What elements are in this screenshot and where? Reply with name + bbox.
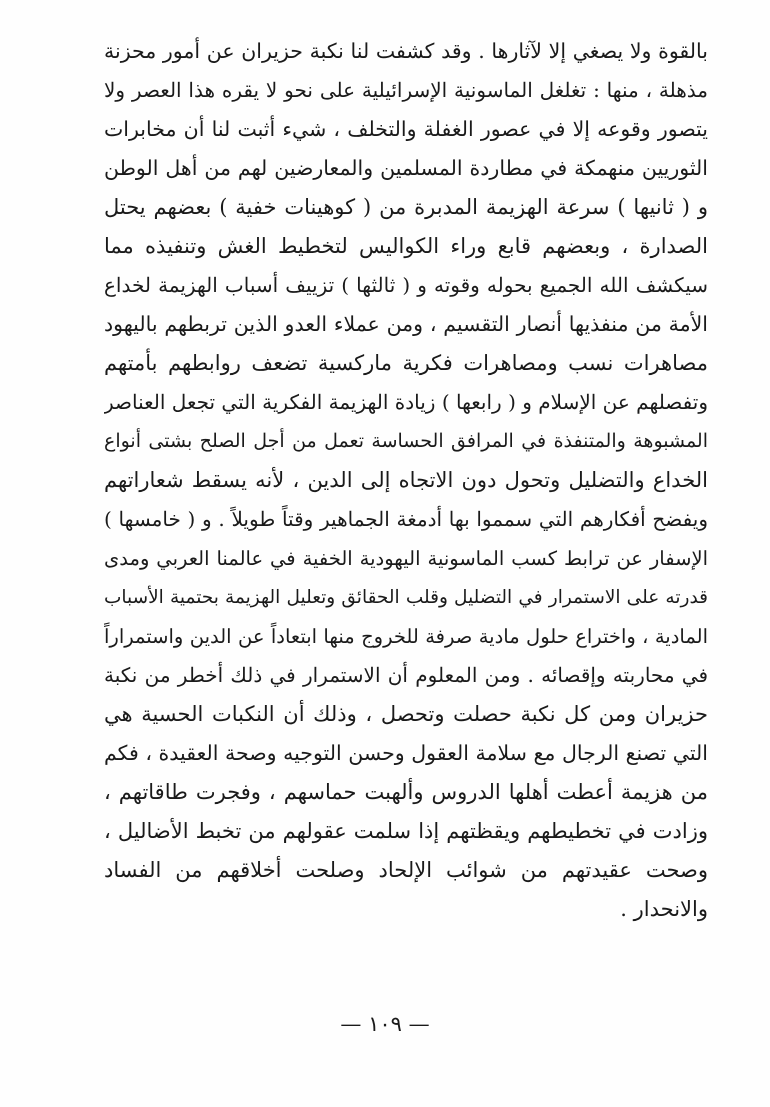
text-line: المشبوهة والمتنفذة في المرافق الحساسة تعمل من أجل الصلح بشتى أنواع — [104, 430, 708, 452]
text-line: وتفصلهم عن الإسلام و ( رابعها ) زيادة الهزيمة الفكرية التي تجعل العناصر — [104, 390, 708, 414]
text-line: قدرته على الاستمرار في التضليل وقلب الحقائق وتعليل الهزيمة بحتمية الأسباب — [104, 587, 708, 608]
text-line: الثوريين منهمكة في مطاردة المسلمين والمعارضين لهم من أهل الوطن — [104, 156, 708, 180]
text-line: سيكشف الله الجميع بحوله وقوته و ( ثالثها ) تزييف أسباب الهزيمة لخداع — [104, 273, 708, 297]
text-line: الإسفار عن ترابط كسب الماسونية اليهودية الخفية في عالمنا العربي ومدى — [104, 547, 708, 570]
text-line: الأمة من منفذيها أنصار التقسيم ، ومن عملاء العدو الذين تربطهم باليهود — [104, 312, 708, 336]
text-line: الصدارة ، وبعضهم قابع وراء الكواليس لتخطيط الغش وتنفيذه مما — [104, 234, 708, 258]
text-line: مذهلة ، منها : تغلغل الماسونية الإسرائيلية على نحو لا يقره هذا العصر ولا — [104, 78, 708, 102]
text-line: والانحدار . — [620, 897, 708, 921]
page-number: — ١٠٩ — — [340, 1012, 430, 1036]
text-line: حزيران ومن كل نكبة حصلت وتحصل ، وذلك أن النكبات الحسية هي — [104, 702, 708, 726]
text-line: بالقوة ولا يصغي إلا لآثارها . وقد كشفت لنا نكبة حزيران عن أمور محزنة — [104, 39, 708, 63]
text-line: وصحت عقيدتهم من شوائب الإلحاد وصلحت أخلاقهم من الفساد — [104, 858, 708, 882]
text-line: ويفضح أفكارهم التي سمموا بها أدمغة الجماهير وقتاً طويلاً . و ( خامسها ) — [104, 507, 708, 531]
text-line: الخداع والتضليل وتحول دون الاتجاه إلى الدين ، لأنه يسقط شعاراتهم — [104, 468, 708, 492]
text-line: المادية ، واختراع حلول مادية صرفة للخروج منها ابتعاداً عن الدين واستمراراً — [104, 625, 708, 648]
text-line: من هزيمة أعطت أهلها الدروس وألهبت حماسهم ، وفجرت طاقاتهم ، — [104, 780, 708, 804]
text-line: التي تصنع الرجال مع سلامة العقول وحسن التوجيه وصحة العقيدة ، فكم — [104, 741, 708, 765]
text-line: وزادت في تخطيطهم ويقظتهم إذا سلمت عقولهم من تخبط الأضاليل ، — [104, 819, 708, 843]
text-line: و ( ثانيها ) سرعة الهزيمة المدبرة من ( كوهينات خفية ) بعضهم يحتل — [104, 195, 708, 219]
text-line: يتصور وقوعه إلا في عصور الغفلة والتخلف ، شيء أثبت لنا أن مخابرات — [104, 117, 708, 141]
body-text — [104, 32, 708, 929]
text-line: في محاربته وإقصائه . ومن المعلوم أن الاستمرار في ذلك أخطر من نكبة — [104, 663, 708, 687]
text-line: مصاهرات نسب ومصاهرات فكرية ماركسية تضعف روابطهم بأمتهم — [104, 351, 708, 375]
